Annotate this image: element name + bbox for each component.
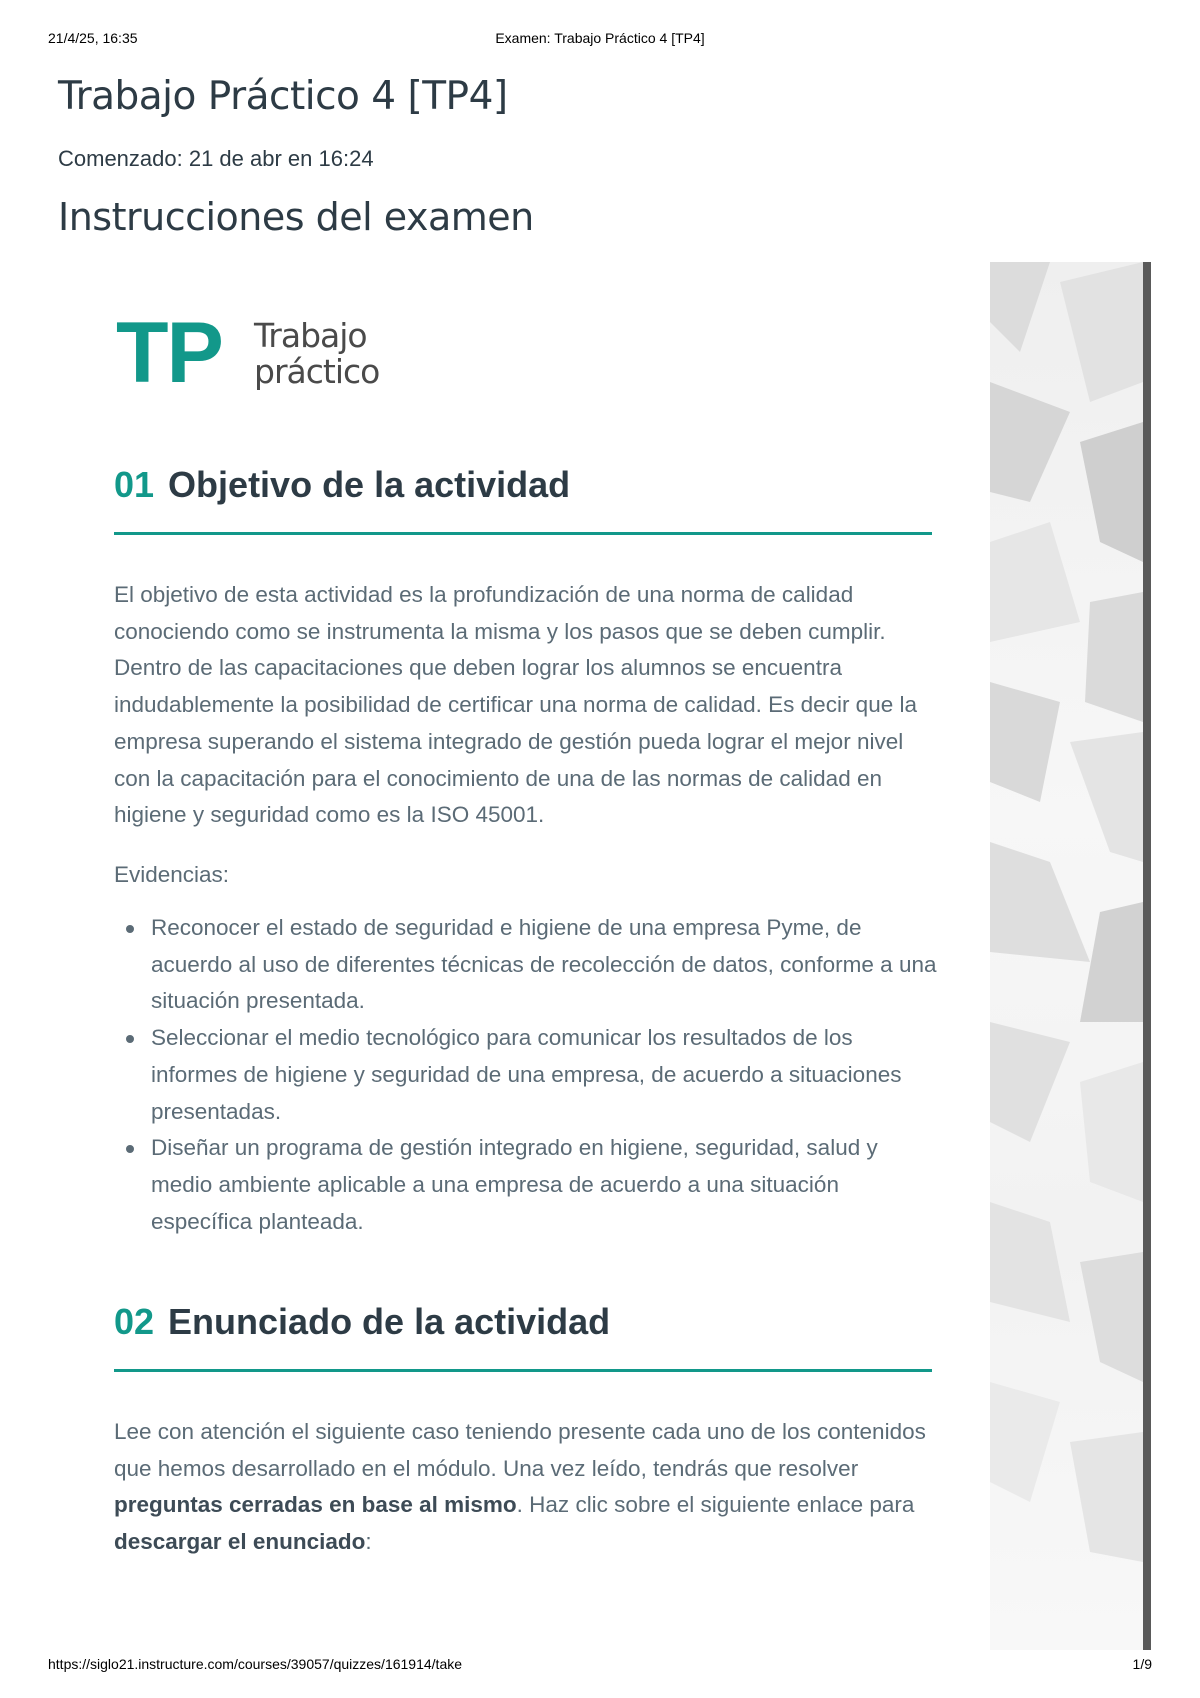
logo-text xyxy=(254,318,379,390)
tp-logo xyxy=(116,305,396,402)
section-heading-objective xyxy=(114,464,570,506)
page-indicator: 1/9 xyxy=(1132,1656,1152,1672)
evidence-label: Evidencias: xyxy=(114,862,230,887)
logo-line-1: Trabajo xyxy=(254,316,367,355)
section-title: Objetivo de la actividad xyxy=(168,464,571,505)
objective-paragraph: El objetivo de esta actividad es la profundización de una norma de calidad conociendo como se instrumenta la misma y los pasos que se deben cumplir. Dentro de las capacitaciones que deben lograr los alumnos se encuentra indudablemente la posibilidad de certificar una norma de calidad. Es decir que la empresa superando el sistema integrado de gestión pueda lograr el mejor nivel con la capacitación para el conocimiento de una de las normas de calidad en higiene y seguridad como es la ISO 45001. xyxy=(114,582,917,828)
quiz-title: Trabajo Práctico 4 [TP4] xyxy=(58,74,508,119)
list-item: Seleccionar el medio tecnológico para comunicar los resultados de los informes de higiene y seguridad de una empresa, de acuerdo a situaciones presentadas. xyxy=(114,1020,944,1130)
section-number: 02 xyxy=(114,1301,155,1342)
section-divider xyxy=(114,1369,932,1372)
decorative-geometric-pattern xyxy=(990,262,1143,1650)
print-document-title: Examen: Trabajo Práctico 4 [TP4] xyxy=(495,30,705,46)
logo-mark: TP xyxy=(116,305,222,401)
quiz-started-time: Comenzado: 21 de abr en 16:24 xyxy=(58,146,374,171)
print-datetime: 21/4/25, 16:35 xyxy=(48,30,138,46)
print-footer xyxy=(48,1656,1152,1676)
instructions-heading: Instrucciones del examen xyxy=(58,195,534,239)
section-divider xyxy=(114,532,932,535)
section-title: Enunciado de la actividad xyxy=(168,1301,611,1342)
statement-emphasis: descargar el enunciado xyxy=(114,1529,366,1555)
statement-paragraph xyxy=(114,1414,939,1561)
evidence-list xyxy=(114,910,944,1240)
logo-line-2: práctico xyxy=(254,352,380,391)
list-item: Diseñar un programa de gestión integrado en higiene, seguridad, salud y medio ambiente aplicable a una empresa de acuerdo a una situación específica planteada. xyxy=(114,1130,944,1240)
list-item: Reconocer el estado de seguridad e higiene de una empresa Pyme, de acuerdo al uso de diferentes técnicas de recolección de datos, conforme a una situación presentada. xyxy=(114,910,944,1020)
decorative-background-panel xyxy=(990,262,1143,1650)
statement-text: Lee con atención el siguiente caso teniendo presente cada uno de los contenidos que hemos desarrollado en el módulo. Una vez leído, tendrás que resolver xyxy=(114,1419,926,1481)
print-header xyxy=(48,30,1152,50)
section-heading-statement xyxy=(114,1301,610,1343)
section-number: 01 xyxy=(114,464,155,505)
print-url: https://siglo21.instructure.com/courses/39057/quizzes/161914/take xyxy=(48,1656,463,1672)
statement-text: . Haz clic sobre el siguiente enlace para xyxy=(516,1492,915,1518)
statement-text: : xyxy=(365,1529,372,1555)
statement-emphasis: preguntas cerradas en base al mismo xyxy=(114,1492,517,1518)
decorative-side-bar xyxy=(1143,262,1151,1650)
